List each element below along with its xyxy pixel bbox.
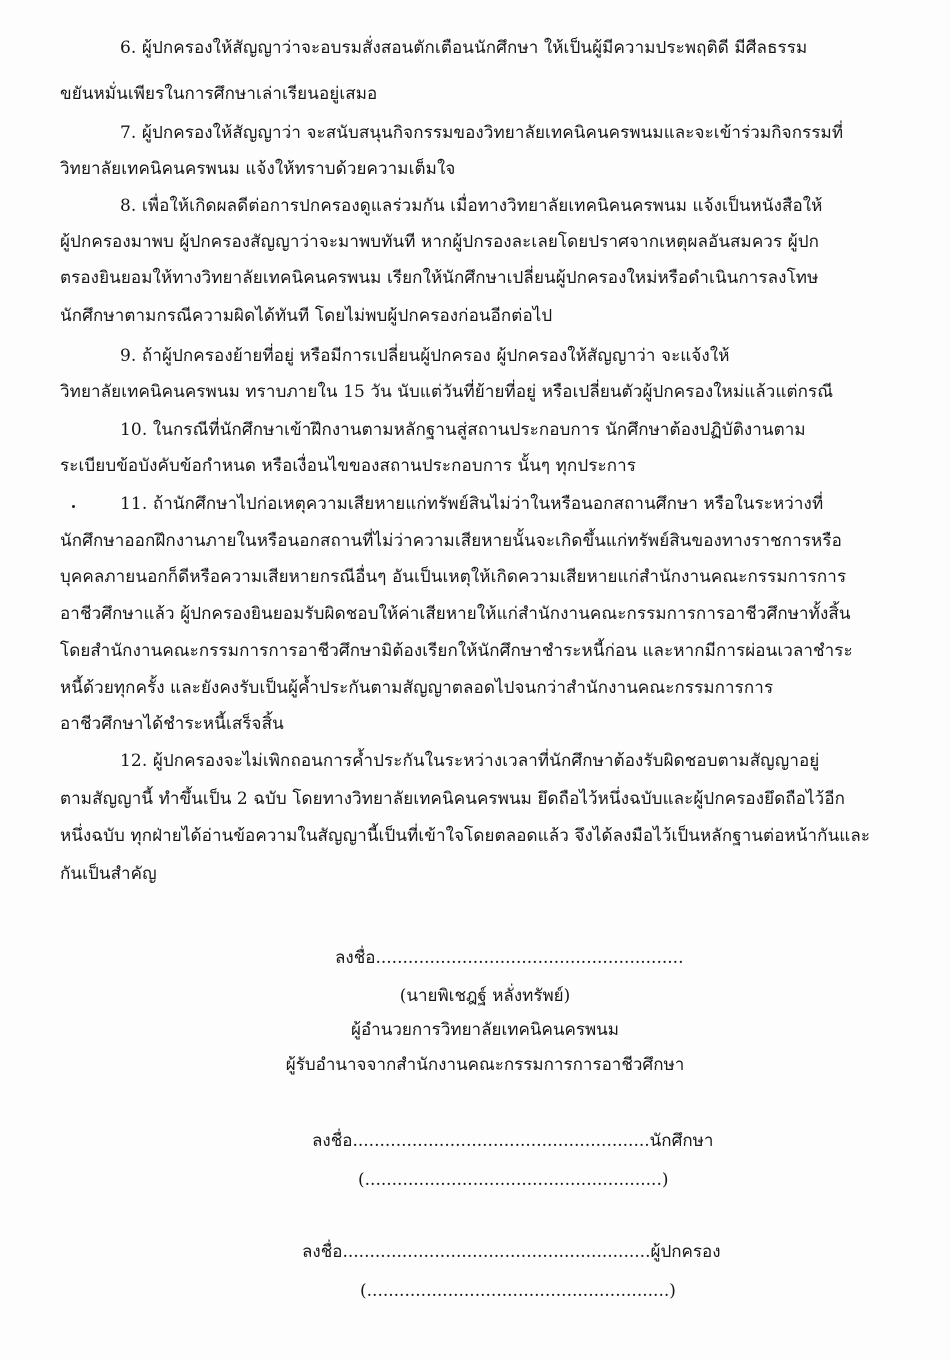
clause-8-line-2: ผู้ปกครองมาพบ ผู้ปกครองสัญญาว่าจะมาพบทันที หากผู้ปกรองละเลยโดยปราศจากเหตุผลอันสมควร ผู้ปก bbox=[60, 232, 820, 252]
director-signature-line: ลงชื่อ......................................................... bbox=[335, 948, 684, 968]
director-position: ผู้อำนวยการวิทยาลัยเทคนิคนครพนม bbox=[351, 1020, 619, 1040]
clause-11-line-3: บุคคลภายนอกก็ดีหรือความเสียหายกรณีอื่นๆ อันเป็นเหตุให้เกิดความเสียหายแก่สำนักงานคณะกรรมการการ bbox=[60, 567, 847, 587]
clause-10-line-2: ระเบียบข้อบังคับข้อกำหนด หรือเงื่อนไขของสถานประกอบการ นั้นๆ ทุกประการ bbox=[60, 456, 636, 476]
clause-11-line-2: นักศึกษาออกฝึกงานภายในหรือนอกสถานที่ไม่ว่าความเสียหายนั้นจะเกิดขึ้นแก่ทรัพย์สินของทางราชการหรือ bbox=[60, 531, 842, 551]
clause-12-line-1: 12. ผู้ปกครองจะไม่เพิกถอนการค้ำประกันในระหว่างเวลาที่นักศึกษาต้องรับผิดชอบตามสัญญาอยู่ bbox=[120, 751, 820, 771]
clause-12-line-3: หนึ่งฉบับ ทุกฝ่ายได้อ่านข้อความในสัญญานี้เป็นที่เข้าใจโดยตลอดแล้ว จึงได้ลงมือไว้เป็นหลักฐานต่อหน้ากันและ bbox=[60, 826, 871, 846]
scan-speck bbox=[72, 505, 75, 508]
clause-12-line-4: กันเป็นสำคัญ bbox=[60, 864, 157, 884]
clause-7-line-2: วิทยาลัยเทคนิคนครพนม แจ้งให้ทราบด้วยความเต็มใจ bbox=[60, 159, 456, 179]
clause-10-line-1: 10. ในกรณีที่นักศึกษาเข้าฝึกงานตามหลักฐานสู่สถานประกอบการ นักศึกษาต้องปฏิบัติงานตาม bbox=[120, 420, 806, 440]
director-authority: ผู้รับอำนาจจากสำนักงานคณะกรรมการการอาชีวศึกษา bbox=[285, 1055, 685, 1075]
clause-11-line-6: หนี้ด้วยทุกครั้ง และยังคงรับเป็นผู้ค้ำประกันตามสัญญาตลอดไปจนกว่าสำนักงานคณะกรรมการการ bbox=[60, 678, 774, 698]
clause-6-line-2: ขยันหมั่นเพียรในการศึกษาเล่าเรียนอยู่เสมอ bbox=[60, 84, 378, 104]
clause-11-line-1: 11. ถ้านักศึกษาไปก่อเหตุความเสียหายแก่ทรัพย์สินไม่ว่าในหรือนอกสถานศึกษา หรือในระหว่างที่ bbox=[120, 494, 824, 514]
clause-6-line-1: 6. ผู้ปกครองให้สัญญาว่าจะอบรมสั่งสอนตักเตือนนักศึกษา ให้เป็นผู้มีความประพฤติดี มีศีลธรรม bbox=[120, 38, 808, 58]
clause-11-line-7: อาชีวศึกษาได้ชำระหนี้เสร็จสิ้น bbox=[60, 714, 284, 734]
clause-9-line-2: วิทยาลัยเทคนิคนครพนม ทราบภายใน 15 วัน นับแต่วันที่ย้ายที่อยู่ หรือเปลี่ยนตัวผู้ปกครองใหม่แล้วแต่กรณี bbox=[60, 382, 834, 402]
clause-11-line-4: อาชีวศึกษาแล้ว ผู้ปกครองยินยอมรับผิดชอบให้ค่าเสียหายให้แก่สำนักงานคณะกรรมการการอาชีวศึกษาทั้งสิ้น bbox=[60, 604, 851, 624]
director-name: (นายพิเชฎฐ์ หลั่งทรัพย์) bbox=[399, 986, 571, 1006]
clause-11-line-5: โดยสำนักงานคณะกรรมการการอาชีวศึกษามิต้องเรียกให้นักศึกษาชำระหนี้ก่อน และหากมีการผ่อนเวลาชำระ bbox=[60, 641, 853, 661]
clause-9-line-1: 9. ถ้าผู้ปกครองย้ายที่อยู่ หรือมีการเปลี่ยนผู้ปกครอง ผู้ปกครองให้สัญญาว่า จะแจ้งให้ bbox=[120, 346, 730, 366]
guardian-signature-line: ลงชื่อ.........................................................ผู้ปกครอง bbox=[302, 1242, 721, 1262]
clause-7-line-1: 7. ผู้ปกครองให้สัญญาว่า จะสนับสนุนกิจกรรมของวิทยาลัยเทคนิคนครพนมและจะเข้าร่วมกิจกรรมที่ bbox=[120, 123, 844, 143]
student-name-line: (.......................................................) bbox=[358, 1170, 669, 1190]
guardian-name-line: (........................................................) bbox=[360, 1281, 676, 1301]
clause-8-line-4: นักศึกษาตามกรณีความผิดได้ทันที โดยไม่พบผู้ปกครองก่อนอีกต่อไป bbox=[60, 306, 553, 326]
clause-12-line-2: ตามสัญญานี้ ทำขึ้นเป็น 2 ฉบับ โดยทางวิทยาลัยเทคนิคนครพนม ยึดถือไว้หนึ่งฉบับและผู้ปกครองยึดถือไว้อีก bbox=[60, 789, 846, 809]
clause-8-line-3: ตรองยินยอมให้ทางวิทยาลัยเทคนิคนครพนม เรียกให้นักศึกษาเปลี่ยนผู้ปกครองใหม่หรือดำเนินการลงโทษ bbox=[60, 268, 819, 288]
clause-8-line-1: 8. เพื่อให้เกิดผลดีต่อการปกครองดูแลร่วมกัน เมื่อทางวิทยาลัยเทคนิคนครพนม แจ้งเป็นหนังสือให้ bbox=[120, 196, 823, 216]
student-signature-line: ลงชื่อ.......................................................นักศึกษา bbox=[312, 1131, 714, 1151]
